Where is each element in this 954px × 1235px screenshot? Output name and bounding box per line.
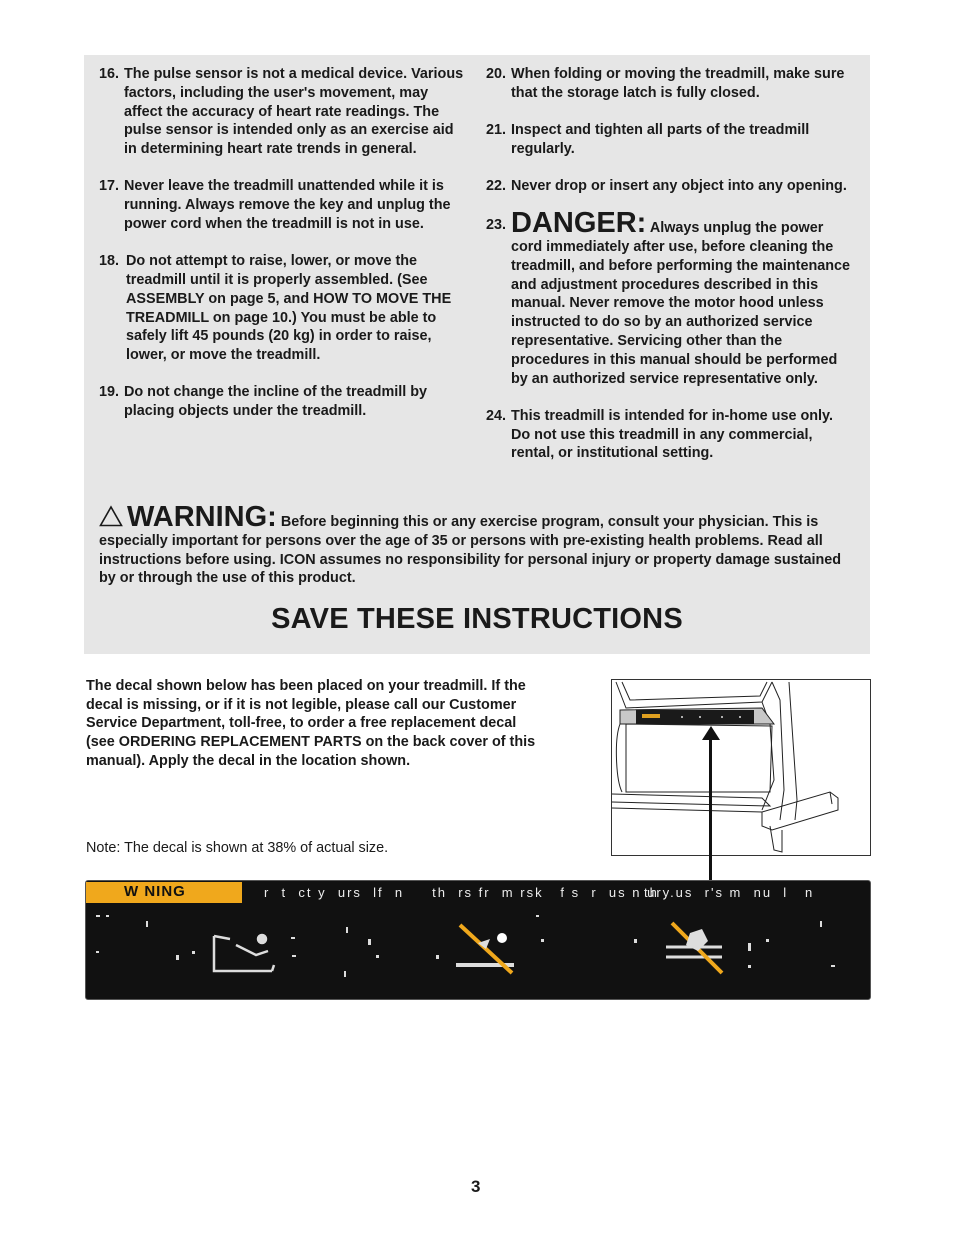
precautions-right-column	[486, 65, 856, 482]
treadmill-decal-location-illustration	[611, 679, 871, 856]
decal-description: The decal shown below has been placed on your treadmill. If the decal is missing, or if it is not legible, please call our Customer Service Department, toll-free, to order a free replacement decal (see ORDERING REPLACEMENT PARTS on the back cover of this manual). Apply the decal in the location shown.	[86, 678, 536, 769]
warning-text: Before beginning this or any exercise program, consult your physician. This is especially important for persons over the age of 35 or persons with pre-existing health problems. Read all instructions before using. ICON assumes no responsibility for personal injury or property damage sustained by or through the use of this product.	[99, 514, 842, 587]
danger-item	[486, 207, 856, 388]
danger-text: Always unplug the power cord immediately after use, before cleaning the treadmill, and before performing the maintenance and adjustment procedures described in this manual. Never remove the motor hood unless instructed to do so by an authorized service representative. Servicing other than the procedures in this manual should be performed by an authorized service representative only.	[511, 220, 851, 387]
precaution-item	[99, 383, 469, 421]
precaution-item	[99, 177, 469, 233]
item-text: Inspect and tighten all parts of the treadmill regularly.	[511, 121, 810, 157]
precaution-item	[99, 252, 469, 365]
item-text: Never leave the treadmill unattended while it is running. Always remove the key and unplug the power cord when the treadmill is not in use.	[124, 178, 451, 232]
save-instructions-title: SAVE THESE INSTRUCTIONS	[271, 603, 683, 635]
precaution-item	[486, 65, 856, 103]
item-number: 19.	[99, 384, 120, 401]
decal-text-line: r t ct y urs lf n th rs fr m rsk f s r us n ury.	[264, 885, 676, 900]
item-number: 16.	[99, 66, 120, 82]
item-number: 21.	[486, 121, 507, 138]
warning-triangle-icon	[99, 505, 123, 527]
item-number: 17.	[99, 178, 120, 195]
item-number: 23.	[486, 217, 507, 234]
pointer-arrowhead-icon	[700, 726, 722, 742]
warning-block	[99, 501, 859, 588]
decal-size-note: Note: The decal is shown at 38% of actual size.	[86, 840, 389, 856]
no-hands-near-belt-icon	[666, 923, 722, 973]
item-text: Do not change the incline of the treadmill by placing objects under the treadmill.	[124, 384, 428, 420]
decal-pictograms	[86, 881, 870, 999]
warning-heading: WARNING:	[127, 501, 277, 533]
item-text: Never drop or insert any object into any opening.	[511, 177, 847, 194]
warning-decal	[85, 880, 871, 1000]
decal-label-text: W NING	[124, 883, 186, 900]
treadmill-fall-hazard-icon	[214, 935, 274, 971]
danger-heading: DANGER:	[511, 207, 647, 240]
item-text: Do not attempt to raise, lower, or move the treadmill until it is properly assembled. (See ASSEMBLY on page 5, and HOW TO MOVE THE TREADMILL on page 10.) You must be able to safely lift 45 pounds (20 kg) in order to raise, lower, or move the treadmill.	[126, 253, 452, 364]
item-text: This treadmill is intended for in-home use only. Do not use this treadmill in any commercial, rental, or institutional setting.	[511, 407, 833, 462]
item-number: 20.	[486, 66, 507, 82]
precaution-item	[486, 177, 856, 196]
precaution-item	[486, 121, 856, 159]
precautions-left-column	[99, 65, 469, 439]
item-text: The pulse sensor is not a medical device. Various factors, including the user's movement, may affect the accuracy of heart rate readings. The pulse sensor is intended only as an exercise aid in determining heart rate trends in general.	[124, 66, 464, 158]
treadmill-motor-hood-drawing	[612, 680, 870, 855]
item-text: When folding or moving the treadmill, make sure that the storage latch is fully closed.	[511, 66, 845, 101]
item-number: 24.	[486, 407, 507, 424]
decal-pointer-arrow	[709, 733, 712, 883]
page-number: 3	[471, 1177, 481, 1196]
no-objects-under-treadmill-icon	[456, 925, 514, 973]
item-number: 18.	[99, 253, 120, 270]
precaution-item	[99, 65, 469, 159]
item-number: 22.	[486, 177, 507, 194]
decal-text-line: th us r's m nu l n	[644, 885, 815, 900]
precaution-item	[486, 407, 856, 463]
